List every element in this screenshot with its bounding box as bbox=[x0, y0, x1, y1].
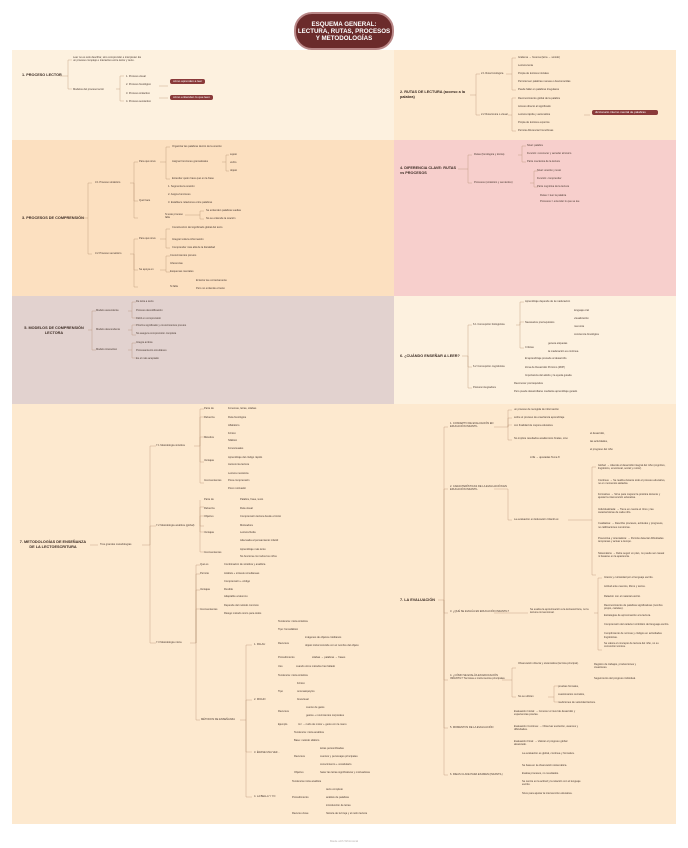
s7-palau-rec-1: objeto inicial coincide con el nombre del objeto bbox=[305, 644, 359, 647]
s3-qh-item-2: 3. Establece relaciones entre palabras bbox=[168, 201, 213, 204]
s3-se-apoya: Se apoya en bbox=[139, 268, 154, 271]
m71-value: Poco motivador bbox=[228, 487, 247, 490]
s7-palau-item-3: Procedimiento bbox=[278, 656, 295, 659]
s7-micho-tipo-2: fonovisual bbox=[297, 698, 309, 701]
s1-item-semantico: 4. Proceso semántico bbox=[126, 100, 151, 103]
s6-c3-item-1: Pero puede desarrollarse mediante aprendizaje guiado bbox=[514, 390, 578, 393]
s3-role-sujeto: sujeto bbox=[230, 153, 237, 156]
s3-f2-item-0: El lector lee correctamente bbox=[196, 279, 227, 282]
m72-value: No funciona con todos los niños bbox=[240, 555, 277, 559]
s5-m2-item-1: No asegura comprensión completa bbox=[136, 332, 177, 335]
s6-c3-item-0: Reconocer prerrequisitos bbox=[514, 382, 543, 385]
m71-key: Métodos bbox=[204, 435, 214, 439]
s6-c2-item-2: Importancia del adulto y la ayuda guiada bbox=[525, 374, 572, 377]
s2-r2-item-2: Lectura rápida y automática bbox=[518, 113, 551, 116]
s7b-e1-item-2: con finalidad de mejora educativa bbox=[514, 424, 553, 427]
m72-value: Adecuada al pensamiento infantil bbox=[240, 539, 279, 542]
s7b-e1-item-1: sobre el proceso de enseñanza aprendizaje bbox=[514, 416, 565, 419]
s7-micho-ej: /m/ → ruido de motor + gesto con la mano bbox=[298, 723, 347, 726]
s6-c1-item-0: Aprendizaje depende de la maduración bbox=[525, 300, 571, 303]
s7-erase-rec-2: conocimiento + vocabulario bbox=[320, 763, 352, 766]
s6-c1: 6.1 Concepción biologicista bbox=[473, 323, 505, 326]
s7b-e6-item-3: Se centra en la actitud y la relación con el lenguaje escrito. bbox=[522, 780, 581, 787]
s6-c2-item-0: El aprendizaje precede al desarrollo bbox=[525, 357, 567, 360]
section-proceso-lector-label: 1. PROCESO LECTOR bbox=[22, 73, 62, 77]
s3-pq-item-2: Entender quién hace qué en la frase bbox=[172, 177, 214, 180]
m72-value: Palabra, frase, texto bbox=[240, 498, 264, 501]
s6-c1-item-1: Necesarios prerrequisitos bbox=[525, 321, 555, 324]
s4-procesos-lead: Procesos = entender lo que se lee bbox=[540, 200, 580, 203]
s6-prereq-1: visualización bbox=[574, 317, 589, 320]
s6-c2-item-1: Zona de Desarrollo Próximo (ZDP) bbox=[525, 366, 565, 369]
s7b-e6-item-1: Se basa en la observación sistemática. bbox=[522, 764, 567, 767]
s1-chip-como-aprenden: cómo aprenden a leer bbox=[170, 79, 205, 84]
s7b-e1-no-1: las actividades, bbox=[590, 440, 608, 443]
s2-r1-item-3: Permite leer palabras nuevas o desconocidas bbox=[518, 80, 571, 83]
m73-value: Adaptable al alumno bbox=[224, 595, 248, 599]
s3-p1: 3.1 Proceso sintáctico bbox=[95, 181, 121, 184]
m73-value: Combinación de sintética y analítica bbox=[224, 563, 266, 566]
footer-credit: Made with Whimsical bbox=[329, 839, 359, 843]
section-diferencia-label: 4. DIFERENCIA CLAVE: RUTAS vs PROCESOS bbox=[400, 166, 457, 175]
m72-value: Aprendizaje más lento bbox=[240, 547, 266, 551]
s7-bella-proc-2: introducción de letras bbox=[326, 804, 351, 807]
s3-p2: 3.2 Proceso semántico bbox=[95, 252, 122, 255]
s7-micho-tipo-1: onomatopéyico bbox=[297, 690, 315, 693]
s7b-e5: 5. MOMENTOS DE LA EVALUACIÓN bbox=[450, 726, 494, 729]
m73-key: Qué es bbox=[200, 563, 209, 566]
s2-r1-item-1: Lectura lenta bbox=[518, 64, 533, 67]
s7-palau-item-0: Tendencia: mixta sintética bbox=[278, 620, 308, 623]
e2list-item: Sistemática: → Debe seguir un plan, no puede ser casual ni basarse en la apariencia. bbox=[598, 551, 665, 558]
s7-erase-item-3: Objetivo bbox=[294, 771, 304, 774]
s1-item-fonologico: 2. Proceso fonológico bbox=[126, 83, 151, 86]
s7b-e1-item-0: un proceso de recogida de información bbox=[514, 408, 559, 411]
s7b-e6-item-2: Evalúa procesos, no resultados. bbox=[522, 772, 559, 775]
e2list-item: Cualitativa: → Describe procesos, actitudes y progresos, no calificaciones numéricas. bbox=[598, 522, 664, 529]
s7-erase-rec-1: cuentos y personajes principales bbox=[320, 755, 358, 758]
e3list-item: Actitud ante cuentos, libros y textos. bbox=[604, 585, 646, 589]
s7-bella-item-2: Recurso clave bbox=[292, 812, 309, 815]
s4-rutas: Rutas (fonológica y léxica) bbox=[474, 153, 505, 156]
s7-palau-rec-0: imágenes de objetos cotidianos bbox=[305, 636, 342, 639]
s3-p2-item-1: Integrar toda la información bbox=[172, 238, 204, 241]
m72-value: Comprensión lectora desde el inicio bbox=[240, 515, 282, 519]
s7b-e1-loe: LOE → ajustadas Tema 8 bbox=[530, 456, 560, 459]
e3list-item: Cumplimiento de normas y códigos en actividades lingüísticas. bbox=[604, 632, 662, 639]
s7-micho-tipo-0: Fónico bbox=[297, 682, 305, 685]
s7-erase-item-2: Recursos bbox=[294, 755, 305, 758]
m72-key: Refuerza bbox=[204, 506, 215, 510]
m71-value: Ruta fonológica bbox=[228, 415, 247, 419]
s2-r2-item-3: Propia de lectores expertos bbox=[518, 121, 550, 124]
s7b-e2-lead: La evaluación en Educación Infantil es: bbox=[514, 518, 559, 521]
s7-micho-item-2: Recursos bbox=[278, 710, 289, 713]
s7-m73: 7.3 Metodología mixta bbox=[156, 641, 182, 644]
s2-ruta-fonologica: 2.1 Ruta fonológica bbox=[481, 72, 504, 75]
s7-palau-uso: cuando otros métodos han fallado bbox=[296, 665, 336, 668]
s6-c2: 6.2 Concepción cognitivista bbox=[473, 365, 505, 368]
s4-procesos-item-2: Parte cognitiva de la lectura bbox=[537, 185, 570, 188]
m73-value: Flexible bbox=[224, 587, 233, 591]
s6-prereq-3: conciencia fonológica bbox=[574, 333, 599, 336]
s7b-e1-no-0: el desarrollo, bbox=[590, 432, 605, 435]
s5-m3: Modelo interactivo bbox=[96, 348, 118, 351]
s7b-e6-item-4: Sirve para ajustar la intervención educativa. bbox=[522, 792, 573, 795]
s7b-e4-item-1: Registro de trabajos, producciones y creaciones. bbox=[594, 663, 637, 670]
s7b-e1-no-2: el progreso del niño bbox=[590, 448, 613, 451]
s4-rutas-item-2: Parte mecánica de la lectura bbox=[527, 160, 560, 163]
s7-bella-item-0: Tendencia mixta analítica bbox=[292, 780, 322, 783]
s3-apoya-item-2: Esquemas mentales bbox=[170, 270, 194, 273]
e3list-item: Comprensión del carácter simbólico del lenguaje escrito. bbox=[604, 623, 670, 626]
e2list-item: Formativa: → Sirve para mejorar la práctica docente y ajustar la intervención educativa. bbox=[598, 493, 661, 500]
s4-rutas-item-1: Función: reconocer y acceder al léxico bbox=[527, 152, 572, 155]
s7-palau-item-2: Recursos bbox=[278, 642, 289, 645]
s3-si-falla: Si este proceso falla bbox=[165, 213, 183, 220]
s1-item-visual: 1. Proceso visual bbox=[126, 75, 146, 78]
s7b-e5-item-0: Evaluación Inicial: → Conocer el nivel de desarrollo y experiencias previas. bbox=[514, 710, 576, 717]
s7b-e3-lead: Se evalúa la aproximación a la lectoescritura, no la lectura convencional. bbox=[530, 608, 589, 615]
section-metodologias-label: 7. METODOLOGÍAS DE ENSEÑANZA DE LA LECTOESCRITURA bbox=[19, 540, 87, 549]
s7-micho-rec-0: cuento de gatos bbox=[306, 706, 325, 709]
s6-c3: Postura integradora bbox=[473, 386, 496, 389]
m71-value: Aprendizaje del código rápido bbox=[228, 455, 263, 459]
s7-palau-item-4: Uso bbox=[278, 665, 283, 668]
s6-prereq-0: lenguaje oral bbox=[574, 309, 589, 312]
e2list-item: Individualizada: → Tiene en cuenta el ritmo y las características de cada niño. bbox=[598, 507, 654, 514]
m71-value: Fonemas, letras, sílabas bbox=[228, 407, 257, 410]
m73-value: Depende del método concreto bbox=[224, 604, 259, 607]
e2list-item: Preventiva y orientadora: → Permite detectar dificultades tempranas y actuar a tiempo. bbox=[598, 537, 664, 544]
s7-erase: 3. ÉRASE UNA VEZ... bbox=[254, 751, 280, 754]
s7-palau-proc: sílabas → palabras → frases bbox=[312, 656, 346, 659]
m72-value: Motivadora bbox=[240, 523, 253, 527]
s5-m1-item-0: De letra a texto bbox=[136, 300, 154, 303]
s3-si-falla2: Si falla bbox=[170, 285, 178, 288]
e3list-item: Estrategias de aproximación a la lectura. bbox=[604, 613, 651, 617]
s7b-e4-item-0: Observación directa y sistemática (técnica principal). bbox=[518, 662, 579, 665]
m72-value: Lectura fluida bbox=[240, 531, 256, 535]
s7b-e5-item-2: Evaluación Final: → Valorar el progreso global alcanzado. bbox=[514, 740, 568, 747]
s7-micho-item-1: Tipo bbox=[278, 690, 283, 693]
s7-bella: 4. LA BELLA Y YO bbox=[254, 795, 276, 798]
s7b-e1: 1. CONCEPTO DE EVALUACIÓN EN EDUCACIÓN INFANTIL bbox=[450, 422, 494, 429]
s3-p2-item-2: Comprender más allá de la literalidad bbox=[172, 246, 215, 249]
s5-m2: Modelo descendente bbox=[96, 328, 121, 331]
s4-procesos: Procesos (sintáctico y semántico) bbox=[474, 181, 513, 184]
s3-qh-item-0: 1. Segmenta la oración bbox=[168, 185, 195, 188]
s7b-e2: 2. CARACTERÍSTICAS DE LA EVALUACIÓN EN EDUCACIÓN INFANTIL bbox=[450, 485, 507, 492]
s7b-e4-no-2: mediciones de velocidad lectora. bbox=[558, 701, 596, 704]
m73-key: Permite bbox=[200, 571, 209, 575]
s5-m3-item-1: Procesamiento simultáneo bbox=[136, 349, 167, 352]
s1-modelos-label: Modelos del proceso lector bbox=[73, 88, 104, 91]
m71-value: Autonomía lectora bbox=[228, 463, 250, 467]
e3list-item: Interés y curiosidad por el lenguaje escrito. bbox=[604, 576, 654, 579]
s5-m1-item-1: Proceso decodificación bbox=[136, 309, 163, 312]
m71-value: Lectura mecánica bbox=[228, 471, 249, 475]
s3-que-hace: Qué hace bbox=[139, 199, 151, 202]
s7-palau-item-1: Tipo: fonosilábico bbox=[278, 628, 299, 631]
e3list-item: Reconocimiento de palabras significativas (nombre propio, carteles). bbox=[604, 604, 663, 611]
s1-intro: Leer no es solo descifrar, sino comprender e interpretar. Es un proceso complejo e interactivo entre lector y texto. bbox=[73, 56, 142, 63]
s7-bella-rec: historia de la bruja y el ratón lectora bbox=[326, 812, 368, 815]
m72-key: Parte de bbox=[204, 498, 214, 501]
s7b-e3: 3. ¿QUÉ SE EVALÚA EN EDUCACIÓN INFANTIL? bbox=[450, 610, 510, 613]
s7b-e6: 6. IDEAS CLAVE PARA EXAMEN (INFANTIL) bbox=[450, 773, 503, 776]
s5-m1: Modelo ascendente bbox=[96, 309, 119, 312]
s7b-e4-item-2: Seguimiento del progreso individual. bbox=[594, 677, 636, 680]
m71-value: Poca comprensión bbox=[228, 479, 250, 483]
s3-sf-item-0: Se entienden palabras sueltas bbox=[206, 209, 241, 212]
s2-r1-item-2: Propia de lectores iniciales bbox=[518, 72, 549, 75]
m73-value: Análisis + síntesis simultáneas bbox=[224, 571, 260, 575]
s7b-e5-item-1: Evaluación Continua: → Observar evolución, avances y dificultades. bbox=[514, 725, 579, 732]
section-evaluacion-label: 7. LA EVALUACIÓN bbox=[400, 598, 436, 602]
s7-micho-item-3: Ejemplo bbox=[278, 723, 288, 726]
s7-m72: 7.2 Metodología analítica (global) bbox=[156, 524, 195, 527]
s3-role-verbo: verbo bbox=[230, 161, 237, 164]
s5-m1-item-2: Débil en comprensión bbox=[136, 317, 162, 320]
s4-rutas-item-0: Nivel: palabra bbox=[527, 144, 543, 147]
s7-erase-obj: hacer las letras significativas y motivadoras bbox=[320, 771, 370, 774]
s7-erase-item-0: Tendencia: mixta analítica bbox=[294, 731, 324, 734]
m73-value: Riesgo método único para todos bbox=[224, 611, 262, 615]
s7b-e4-no: No se utilizan bbox=[518, 695, 534, 698]
m72-key: Inconvenientes bbox=[204, 551, 222, 555]
m71-value: Silábico bbox=[228, 439, 238, 443]
s1-item-sintactico: 3. Proceso sintáctico bbox=[126, 92, 150, 95]
section-cuando-label: 6. ¿CUÁNDO ENSEÑAR A LEER? bbox=[400, 354, 460, 358]
s5-m2-item-0: Prioriza significado y conocimientos previos bbox=[136, 324, 187, 327]
s7-micho-item-0: Tendencia: mixta sintética bbox=[278, 674, 308, 677]
s3-apoya-item-1: Inferencias bbox=[170, 262, 183, 265]
s7b-e4: 4. ¿CÓMO SE EVALÚA EN EDUCACIÓN INFANTIL? Técnicas e instrumentos principales bbox=[450, 674, 505, 681]
m71-value: Fónico bbox=[228, 431, 236, 435]
s1-chip-como-entienden: cómo entienden lo que leen bbox=[170, 95, 213, 100]
s5-m3-item-2: Es el más aceptado bbox=[136, 357, 159, 360]
s3-apoya-item-0: Conocimientos previos bbox=[170, 254, 197, 257]
s4-procesos-item-1: Función: comprender bbox=[537, 177, 562, 180]
s6-c1-item-2: Críticas bbox=[525, 346, 534, 349]
m71-key: Inconvenientes bbox=[204, 479, 222, 483]
s2-r2-item-0: Reconocimiento global de la palabra bbox=[518, 97, 560, 100]
m73-key: Ventajas bbox=[200, 587, 210, 591]
s7-erase-item-1: Base: método silábico bbox=[294, 739, 320, 742]
s6-prereq-2: memoria bbox=[574, 325, 585, 328]
s7b-e4-no-1: cuestionarios cerrados, bbox=[558, 693, 585, 696]
section-modelos-label: 5. MODELOS DE COMPRENSIÓN LECTORA bbox=[24, 326, 84, 335]
s3-para-que: Para qué sirve bbox=[139, 160, 156, 163]
m71-key: Ventajas bbox=[204, 459, 214, 463]
s7-bella-item-1: Procedimiento bbox=[292, 796, 309, 799]
s6-criticas-0: genera etiquetas bbox=[548, 342, 568, 345]
e2list-item: Continua: → Se realiza durante todo el proceso educativo, no en momentos aislados. bbox=[598, 478, 666, 485]
s4-rutas-lead: Rutas = leer la palabra bbox=[540, 194, 567, 197]
s3-sf-item-1: No se entiende la oración bbox=[206, 217, 236, 220]
s7b-e6-item-0: La evaluación es global, continua y formativa. bbox=[522, 752, 575, 755]
s6-criticas-1: la maduración es continua bbox=[548, 350, 579, 353]
s3-role-objeto: objeto bbox=[230, 169, 238, 172]
s3-para-que-sirve: Para qué sirve bbox=[139, 237, 156, 240]
s7-palau: 1. PALAU bbox=[254, 643, 266, 646]
s3-p2-item-0: Construcción del significado global del texto bbox=[172, 226, 223, 229]
s2-ruta-lexica: 2.2 Ruta léxica o visual bbox=[481, 113, 508, 116]
s2-r1-item-4: Puede fallar en palabras irregulares bbox=[518, 88, 560, 91]
m73-value: Comprensión + código bbox=[224, 580, 251, 584]
s3-f2-item-1: Pero no entiende el texto bbox=[196, 287, 225, 290]
section-procesos-label: 3. PROCESOS DE COMPRENSIÓN bbox=[22, 216, 84, 220]
s5-m3-item-0: Integra ambos bbox=[136, 341, 153, 344]
map-title: ESQUEMA GENERAL: LECTURA, RUTAS, PROCESOS Y METODOLOGÍAS bbox=[294, 12, 394, 50]
e3list-item: Relación con el material escrito. bbox=[604, 594, 641, 598]
s7-micho: 2. MICHO bbox=[254, 698, 266, 701]
s2-chip-diccionario: diccionario interno mental de palabras bbox=[592, 110, 658, 115]
e3list-item: Se valora el concepto de lectura del niño, no su corrección técnica. bbox=[604, 641, 659, 648]
s7-metodos-ensenanza: MÉTODOS DE ENSEÑANZA bbox=[201, 718, 235, 721]
m71-key: Refuerza bbox=[204, 415, 215, 419]
m71-key: Parte de bbox=[204, 407, 214, 410]
m71-value: Fonovisuales bbox=[228, 447, 244, 450]
s7-erase-rec-0: letras personificadas bbox=[320, 747, 344, 750]
s7-bella-proc-1: análisis de palabras bbox=[326, 796, 349, 799]
s7-m71: 7.1 Metodología sintética bbox=[156, 444, 185, 447]
m72-key: Ventajas bbox=[204, 531, 214, 535]
m72-value: Ruta visual bbox=[240, 506, 253, 510]
s7-micho-rec-1: gestos + movimientos corporales bbox=[306, 714, 344, 717]
s2-r2-item-4: Permite diferenciar homófonas bbox=[518, 129, 554, 132]
s3-pq-item-0: Organizar las palabras dentro de la oración bbox=[172, 145, 222, 148]
s7-bella-proc-0: texto completo bbox=[326, 788, 343, 791]
s2-r1-item-0: Grafema → fonema (letra → sonido) bbox=[518, 56, 560, 59]
m71-value: Alfabético bbox=[228, 424, 240, 428]
e2list-item: Global: → Atiende el desarrollo integral del niño (cognitivo, lingüístico, emocional, social y motor). bbox=[598, 464, 666, 471]
s3-qh-item-1: 2. Asigna funciones bbox=[168, 193, 191, 196]
m73-key: Inconvenientes bbox=[200, 607, 218, 611]
s7b-e1-no: No implica resultados académicos finales, sino bbox=[514, 437, 568, 440]
s2-r2-item-1: Acceso directo al significado bbox=[518, 105, 551, 108]
s7-tres: Tres grandes metodologías bbox=[100, 543, 132, 546]
section-rutas-label: 2. RUTAS DE LECTURA (acceso a la palabra) bbox=[400, 90, 465, 99]
m72-key: Objetivo bbox=[204, 515, 214, 519]
s7b-e4-no-0: pruebas formales, bbox=[558, 685, 579, 688]
s4-procesos-item-0: Nivel: oración y texto bbox=[537, 169, 562, 172]
s3-pq-item-1: Asignar funciones gramaticales bbox=[172, 160, 209, 163]
